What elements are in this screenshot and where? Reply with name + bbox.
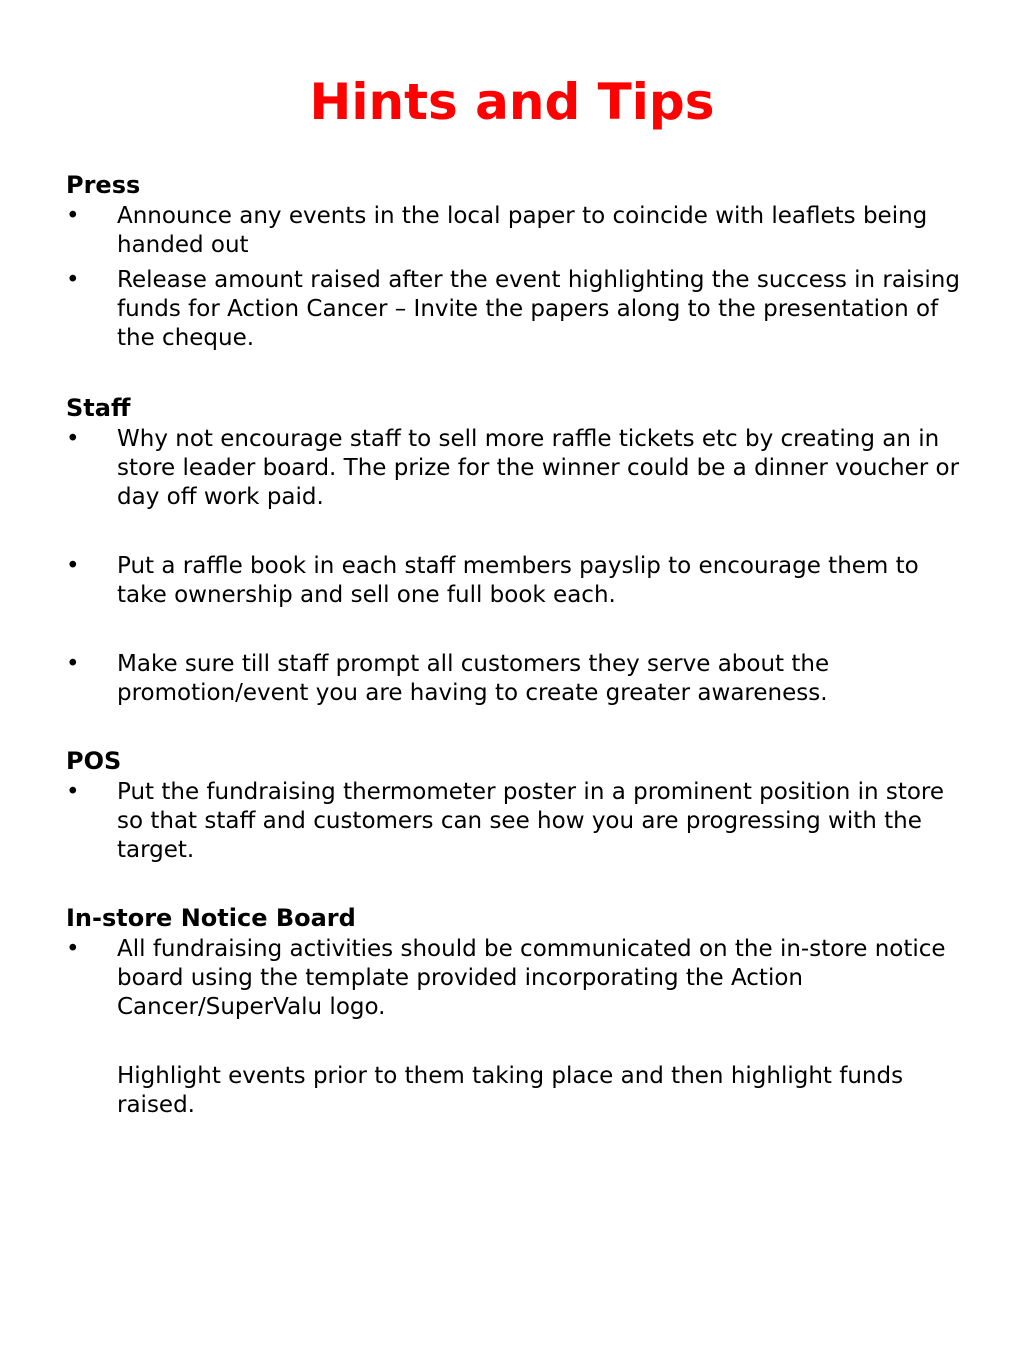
bullet-icon: • (66, 779, 80, 805)
list-item (66, 552, 966, 610)
list-item (66, 778, 966, 865)
press-list (66, 202, 966, 353)
bullet-icon: • (66, 426, 80, 452)
bullet-icon: • (66, 553, 80, 579)
section-heading-notice-board: In-store Notice Board (66, 904, 356, 932)
list-item (66, 935, 966, 1022)
notice-board-paragraph: Highlight events prior to them taking place and then highlight funds raised. (117, 1063, 904, 1118)
list-item-text: Release amount raised after the event highlighting the success in raising funds for Action Cancer – Invite the papers along to the presentation of the cheque. (117, 267, 960, 351)
list-item (66, 425, 966, 512)
bullet-icon: • (66, 203, 80, 229)
section-pos (66, 744, 966, 865)
list-item (66, 266, 966, 353)
section-heading-staff: Staff (66, 394, 131, 422)
bullet-icon: • (66, 651, 80, 677)
pos-list (66, 778, 966, 865)
section-staff (66, 391, 966, 708)
list-item-text: Make sure till staff prompt all customers they serve about the promotion/event you are having to create greater awareness. (117, 651, 830, 706)
notice-board-list (66, 935, 966, 1022)
section-heading-press: Press (66, 171, 141, 199)
document-body (66, 168, 966, 1154)
page-title: Hints and Tips (309, 73, 715, 131)
section-press (66, 168, 966, 353)
list-item-text: Put the fundraising thermometer poster in a prominent position in store so that staff and customers can see how you are progressing with the target. (117, 779, 945, 863)
list-item-text: Announce any events in the local paper to coincide with leaflets being handed out (117, 203, 928, 258)
staff-list (66, 425, 966, 708)
list-item-text: Why not encourage staff to sell more raffle tickets etc by creating an in store leader board. The prize for the winner could be a dinner voucher or day off work paid. (117, 426, 960, 510)
list-item (66, 650, 966, 708)
bullet-icon: • (66, 267, 80, 293)
section-heading-pos: POS (66, 747, 122, 775)
list-item (66, 202, 966, 260)
list-item-text: Put a raffle book in each staff members payslip to encourage them to take ownership and sell one full book each. (117, 553, 919, 608)
section-notice-board (66, 901, 966, 1120)
bullet-icon: • (66, 936, 80, 962)
list-item-text: All fundraising activities should be communicated on the in-store notice board using the template provided incorporating the Action Cancer/SuperValu logo. (117, 936, 946, 1020)
